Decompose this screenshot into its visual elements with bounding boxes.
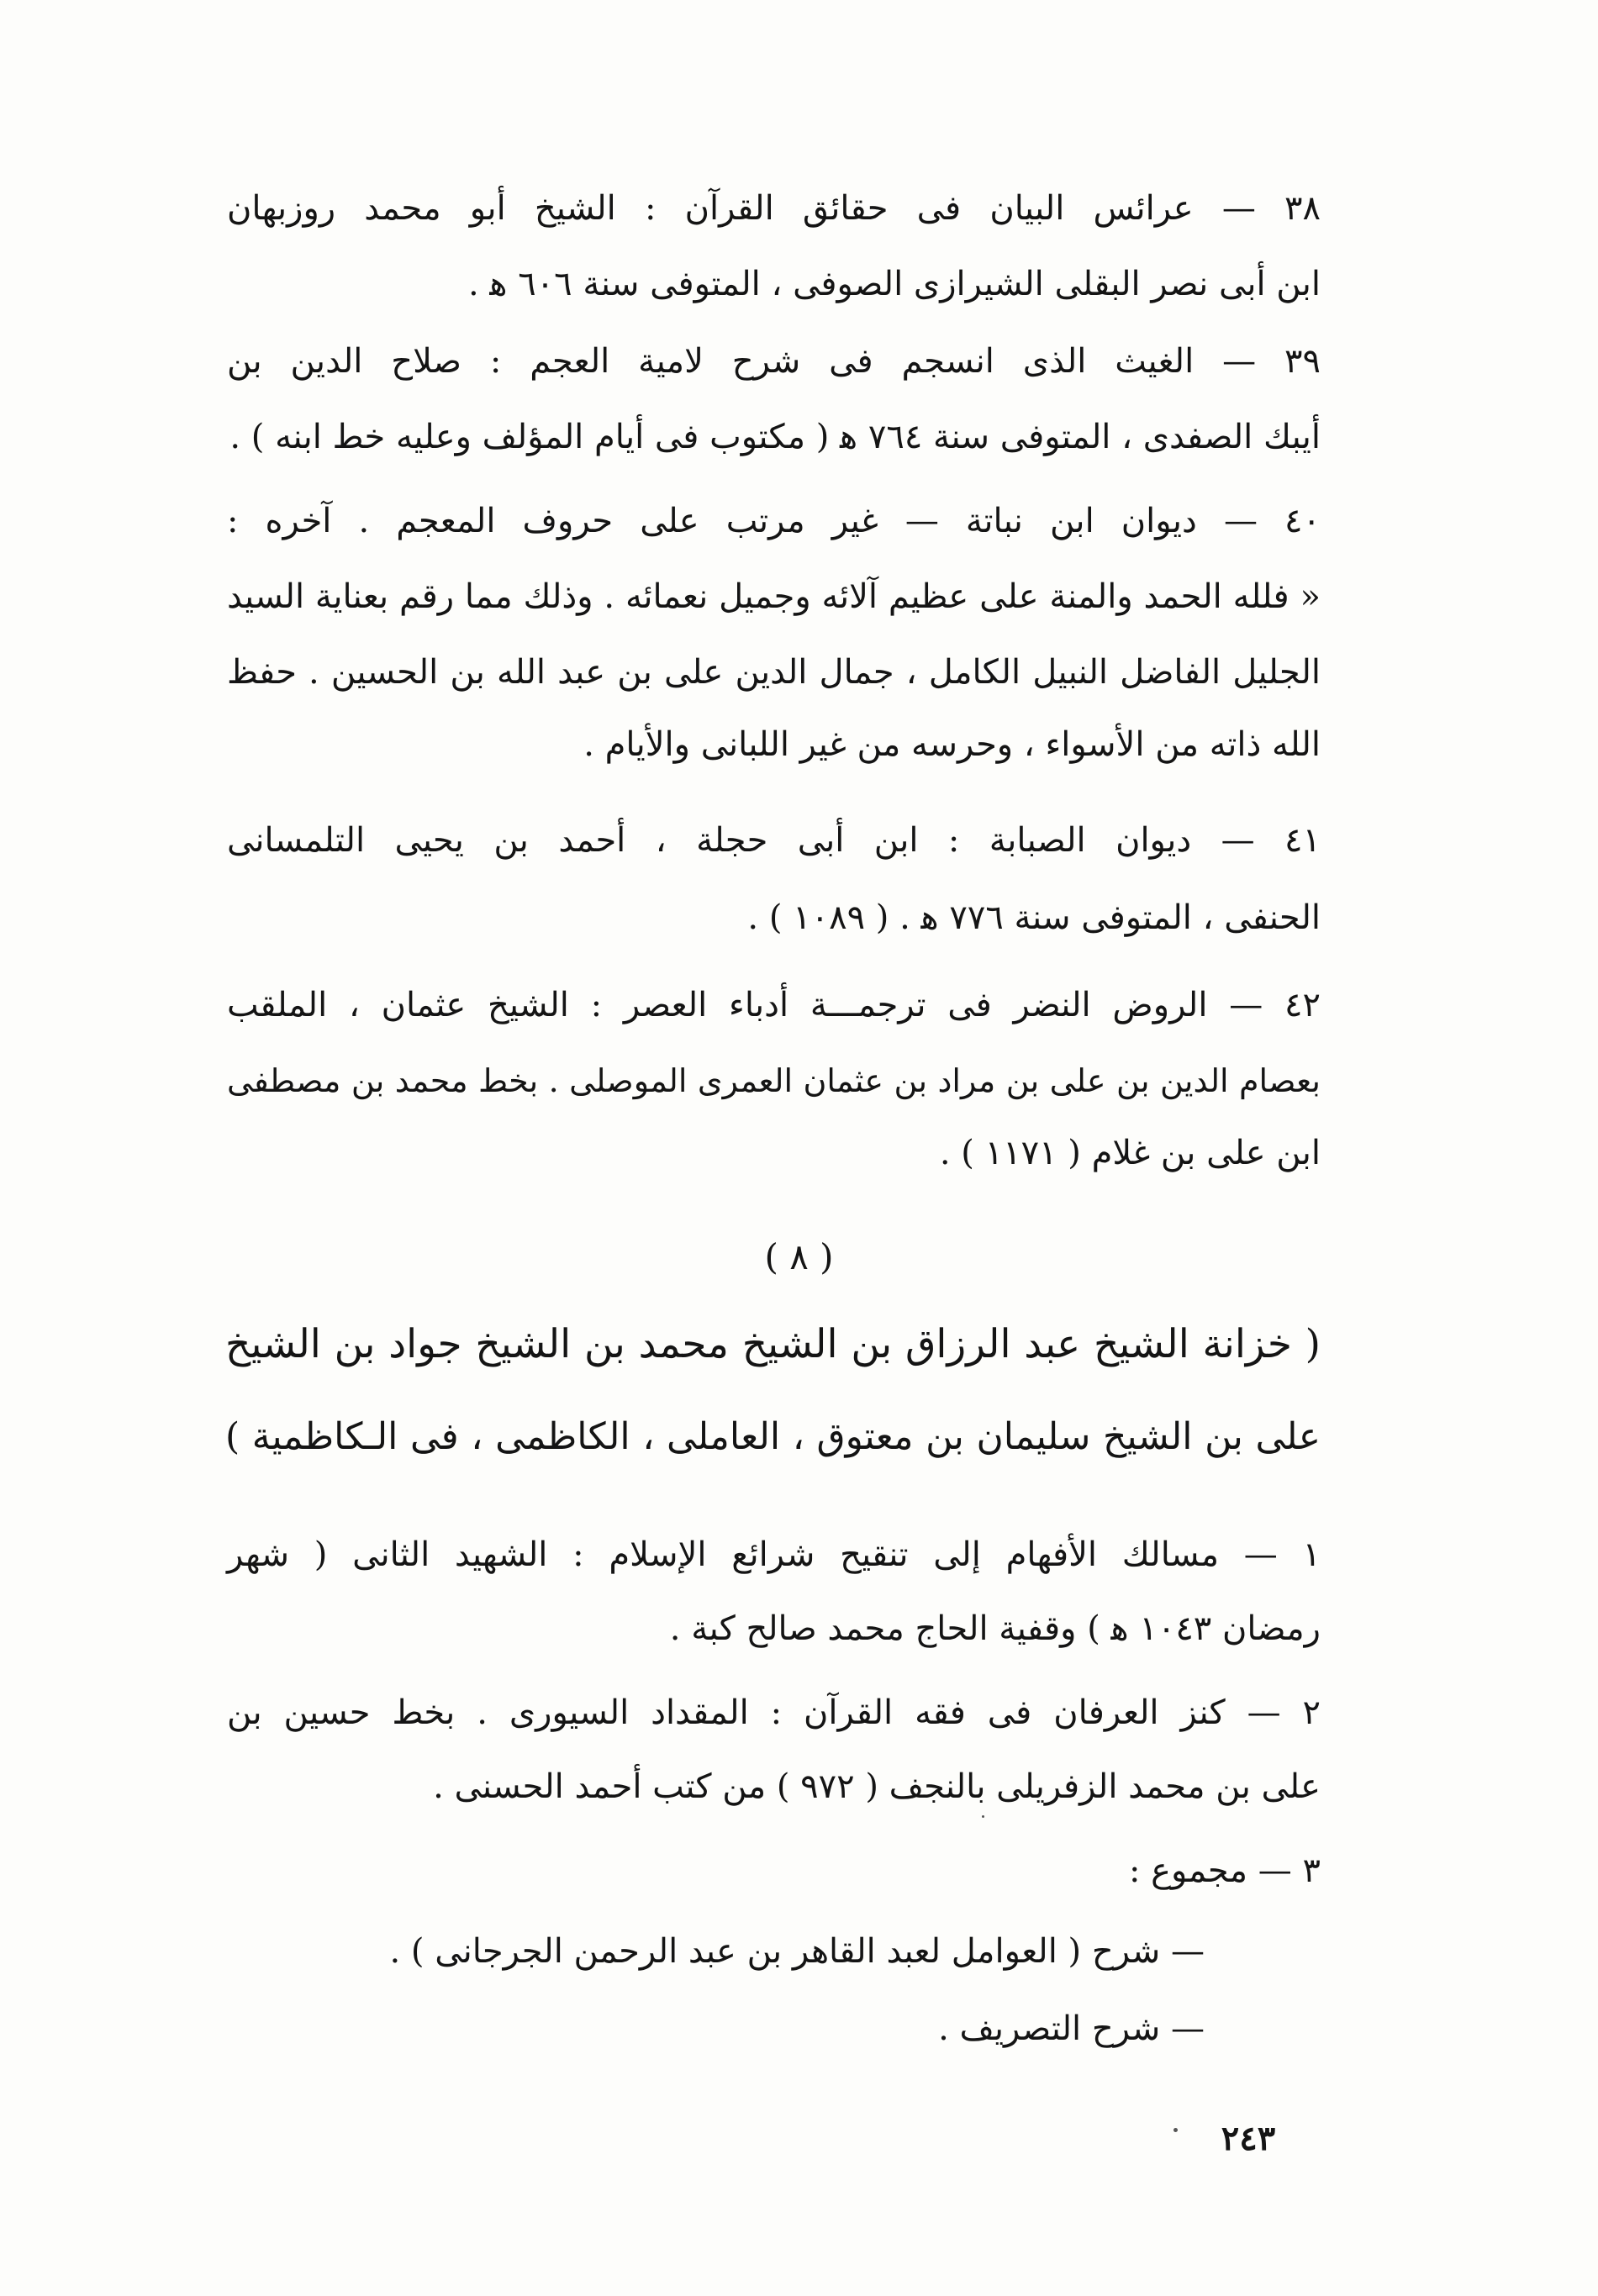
section-heading-line-2: على بن الشيخ سليمان بن معتوق ، العاملى ، الكاظمى ، فى الـكاظمية )	[225, 1415, 1321, 1458]
entry-39-line-1: ٣٩ — الغيث الذى انسجم فى شرح لامية العجم : صلاح الدين بن	[227, 342, 1321, 381]
section-number: ( ٨ )	[764, 1236, 834, 1277]
entry-42-line-1: ٤٢ — الروض النضر فى ترجمـــة أدباء العصر : الشيخ عثمان ، الملقب	[227, 986, 1321, 1024]
entry-2-line-2: على بن محمد الزفريلى بالنجف ( ٩٧٢ ) من كتب أحمد الحسنى .	[433, 1767, 1321, 1806]
page-number: ٢٤٣	[1221, 2119, 1276, 2158]
entry-41-line-1: ٤١ — ديوان الصبابة : ابن أبى حجلة ، أحمد بن يحيى التلمسانى	[227, 821, 1321, 860]
scan-speck	[1173, 2128, 1178, 2132]
entry-41-line-2: الحنفى ، المتوفى سنة ٧٧٦ ﻫ . ( ١٠٨٩ ) .	[747, 898, 1321, 937]
entry-1-line-2: رمضان ١٠٤٣ ﻫ ) وقفية الحاج محمد صالح كبة .	[669, 1609, 1321, 1648]
entry-1-line-1: ١ — مسالك الأفهام إلى تنقيح شرائع الإسلام : الشهيد الثانى ( شهر	[227, 1535, 1321, 1574]
sub-item: — شرح التصريف .	[938, 2009, 1205, 2048]
entry-40-line-2: « فلله الحمد والمنة على عظيم آلائه وجميل نعمائه . وذلك مما رقم بعناية السيد	[227, 577, 1321, 616]
entry-42-line-2: بعصام الدين بن على بن مراد بن عثمان العمرى الموصلى . بخط محمد بن مصطفى	[227, 1062, 1321, 1099]
scan-speck	[982, 1815, 984, 1818]
entry-38-line-1: ٣٨ — عرائس البيان فى حقائق القرآن : الشيخ أبو محمد روزبهان	[227, 189, 1321, 228]
entry-39-line-2: أيبك الصفدى ، المتوفى سنة ٧٦٤ ﻫ ( مكتوب فى أيام المؤلف وعليه خط ابنه ) .	[229, 418, 1321, 456]
entry-40-line-1: ٤٠ — ديوان ابن نباتة — غير مرتب على حروف المعجم . آخره :	[227, 502, 1321, 540]
section-heading-line-1: ( خزانة الشيخ عبد الرزاق بن الشيخ محمد بن الشيخ جواد بن الشيخ	[225, 1321, 1321, 1367]
entry-42-line-3: ابن على بن غلام ( ١١٧١ ) .	[939, 1134, 1321, 1172]
entry-3-line-1: ٣ — مجموع :	[1128, 1851, 1321, 1890]
entry-40-line-3: الجليل الفاضل النبيل الكامل ، جمال الدين على بن عبد الله بن الحسين . حفظ	[227, 653, 1321, 692]
entry-38-line-2: ابن أبى نصر البقلى الشيرازى الصوفى ، المتوفى سنة ٦٠٦ ﻫ .	[467, 265, 1321, 303]
sub-item: — شرح ( العوامل لعبد القاهر بن عبد الرحمن الجرجانى ) .	[389, 1932, 1205, 1971]
entry-40-line-4: الله ذاته من الأسواء ، وحرسه من غير اللبانى والأيام .	[583, 725, 1321, 764]
entry-2-line-1: ٢ — كنز العرفان فى فقه القرآن : المقداد السيورى . بخط حسين بن	[227, 1693, 1321, 1732]
